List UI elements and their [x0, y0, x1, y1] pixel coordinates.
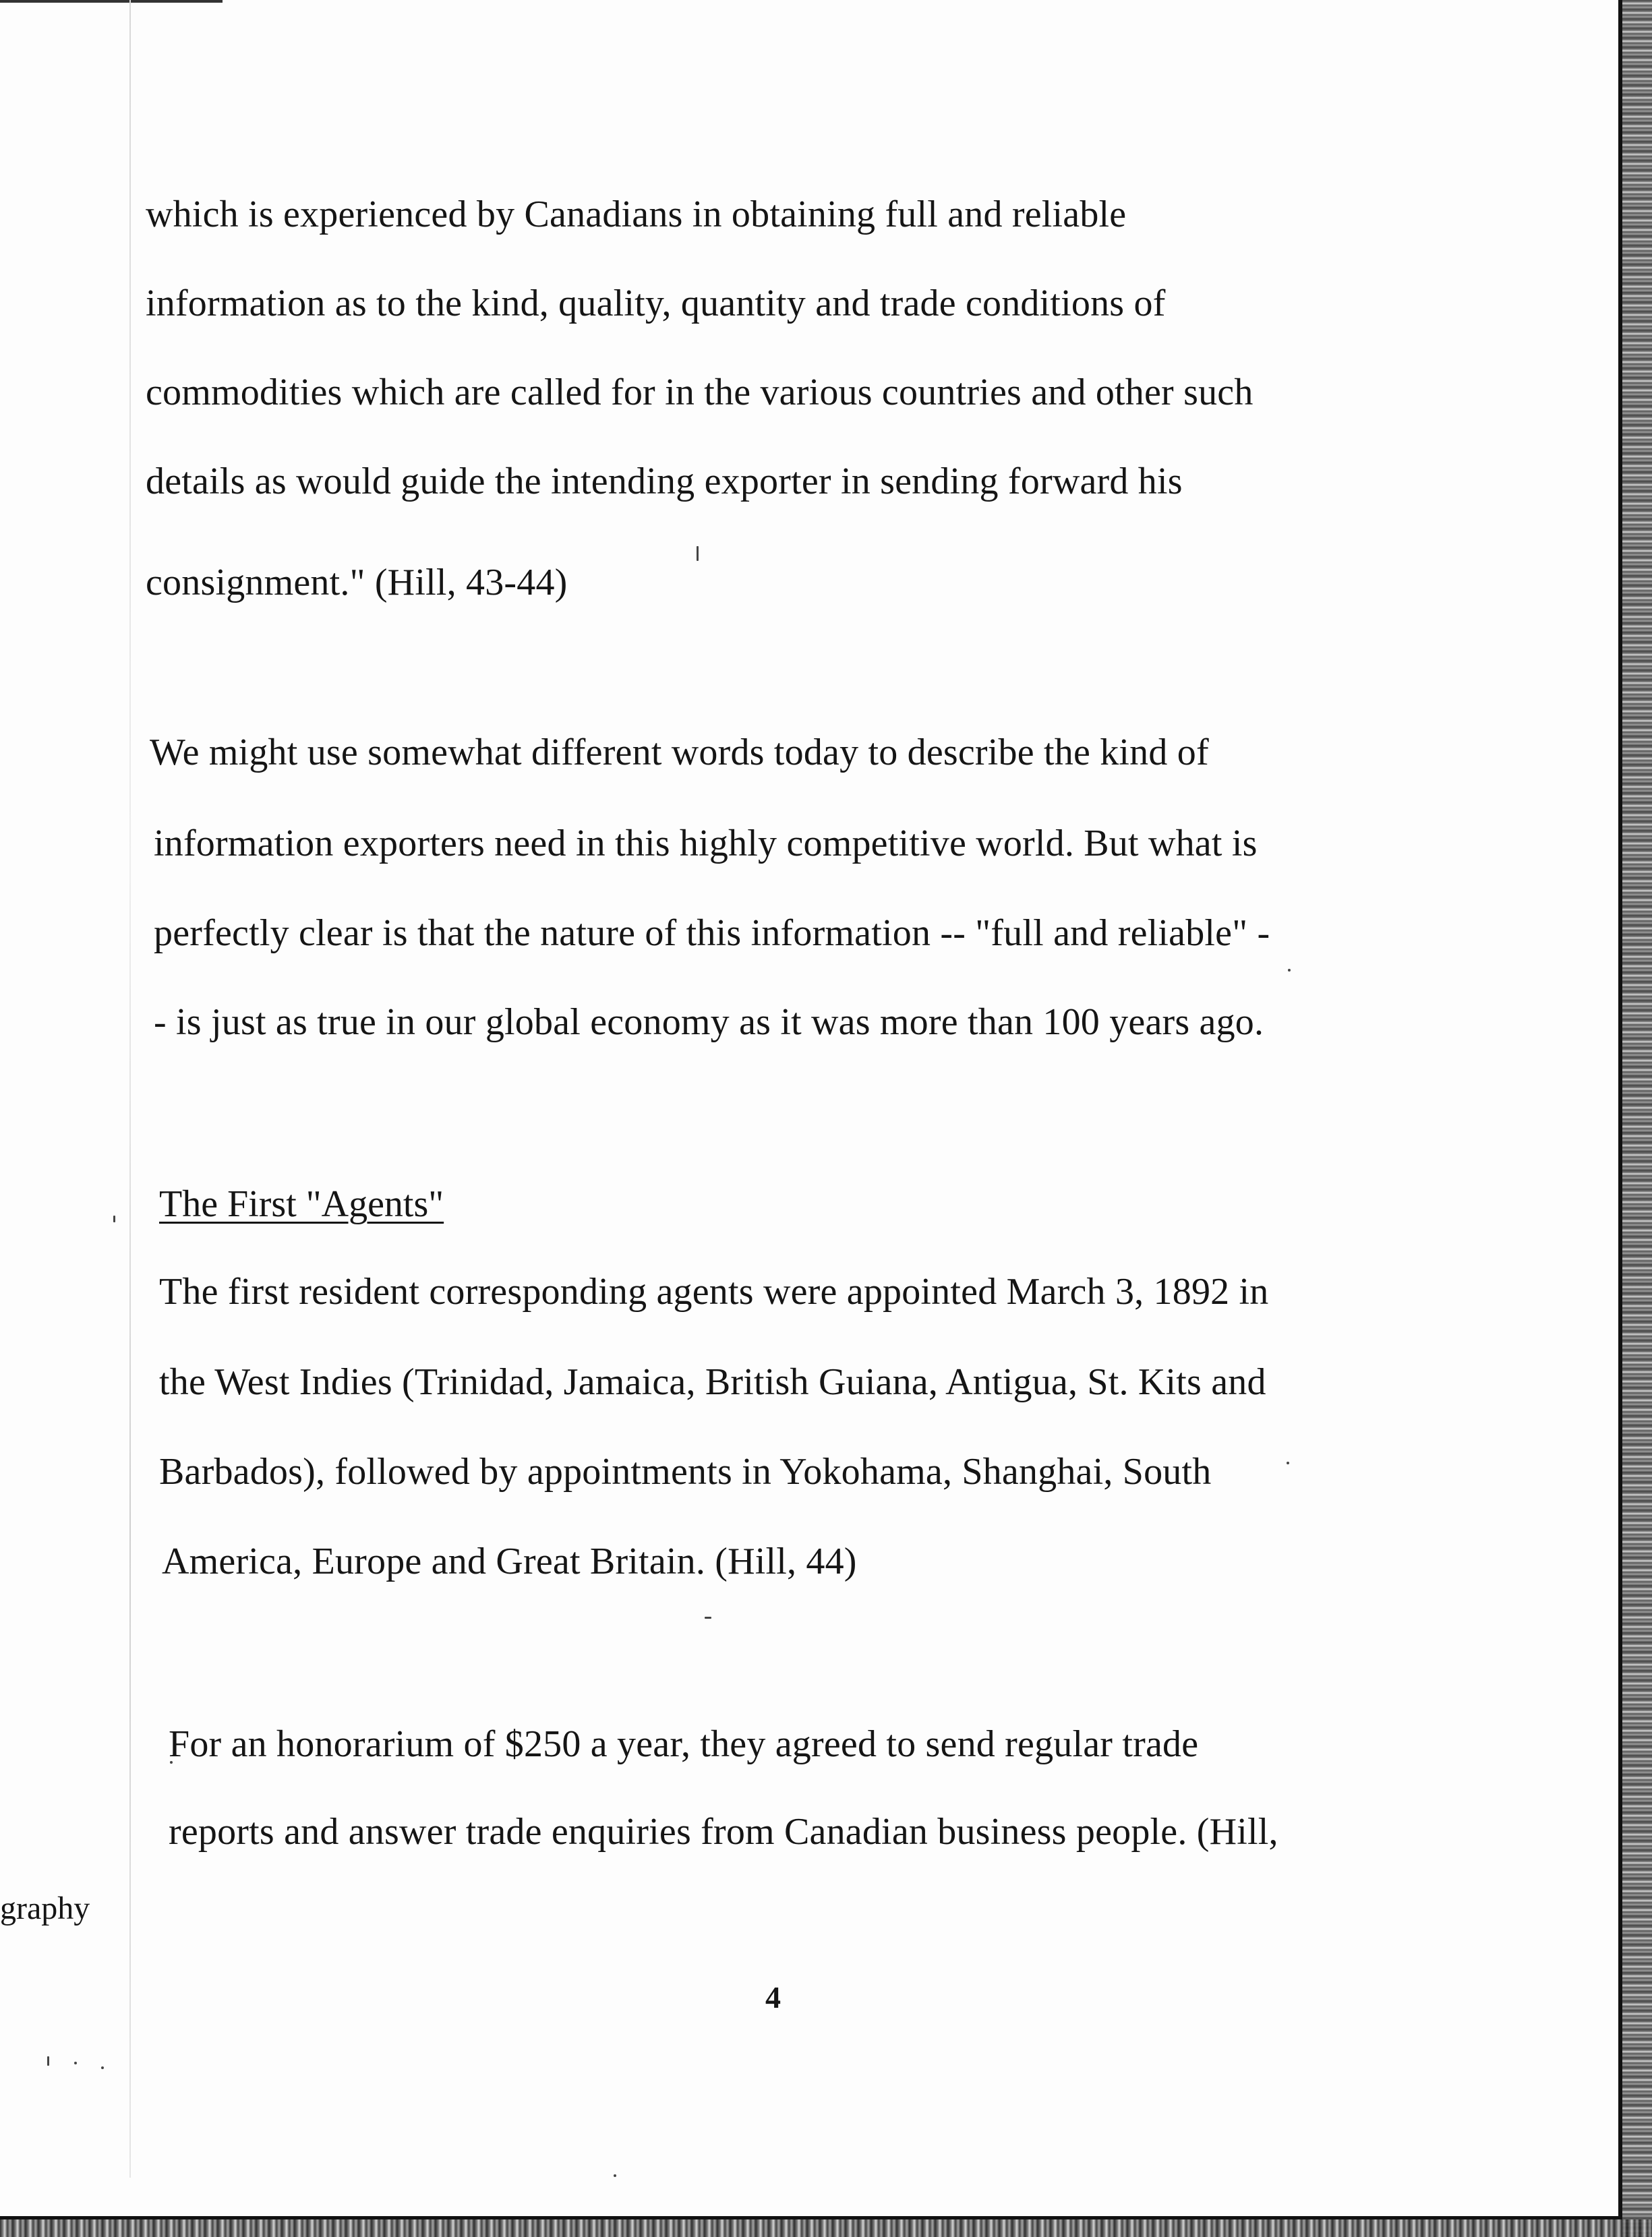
text-line: consignment." (Hill, 43-44) [146, 562, 568, 603]
scan-speck [101, 2066, 104, 2069]
text-line: America, Europe and Great Britain. (Hill, 44) [162, 1541, 857, 1582]
text-line: We might use somewhat different words today to describe the kind of [150, 732, 1209, 773]
scan-speck [1288, 969, 1291, 972]
scan-speck [1287, 1462, 1289, 1464]
page-number: 4 [765, 1980, 781, 2015]
scan-speck [705, 1617, 711, 1619]
text-line: For an honorarium of $250 a year, they agreed to send regular trade [169, 1723, 1199, 1765]
scan-speck [697, 546, 699, 561]
scan-artifact-top [0, 0, 223, 3]
text-line: commodities which are called for in the various countries and other such [146, 371, 1253, 413]
scan-speck [614, 2174, 616, 2177]
text-line: the West Indies (Trinidad, Jamaica, British Guiana, Antigua, St. Kits and [159, 1361, 1266, 1403]
text-line: information exporters need in this highly competitive world. But what is [154, 823, 1258, 864]
margin-text-fragment: graphy [0, 1890, 90, 1926]
scan-edge-right [1622, 0, 1652, 2237]
text-line: details as would guide the intending exporter in sending forward his [146, 460, 1183, 502]
scan-speck [113, 1216, 115, 1222]
text-line: perfectly clear is that the nature of this information -- "full and reliable" - [154, 912, 1270, 954]
scan-edge-bottom [0, 2219, 1652, 2237]
text-line: information as to the kind, quality, quantity and trade conditions of [146, 282, 1166, 324]
text-line: The first resident corresponding agents were appointed March 3, 1892 in [159, 1271, 1269, 1313]
scan-artifact-left-rule [129, 0, 131, 2178]
section-heading: The First "Agents" [159, 1183, 444, 1225]
text-line: - is just as true in our global economy as it was more than 100 years ago. [154, 1001, 1264, 1043]
text-line: reports and answer trade enquiries from Canadian business people. (Hill, [169, 1811, 1278, 1853]
scan-speck [47, 2056, 49, 2066]
text-line: which is experienced by Canadians in obtaining full and reliable [146, 193, 1127, 235]
scan-speck [74, 2062, 77, 2064]
text-line: Barbados), followed by appointments in Yokohama, Shanghai, South [159, 1451, 1212, 1493]
